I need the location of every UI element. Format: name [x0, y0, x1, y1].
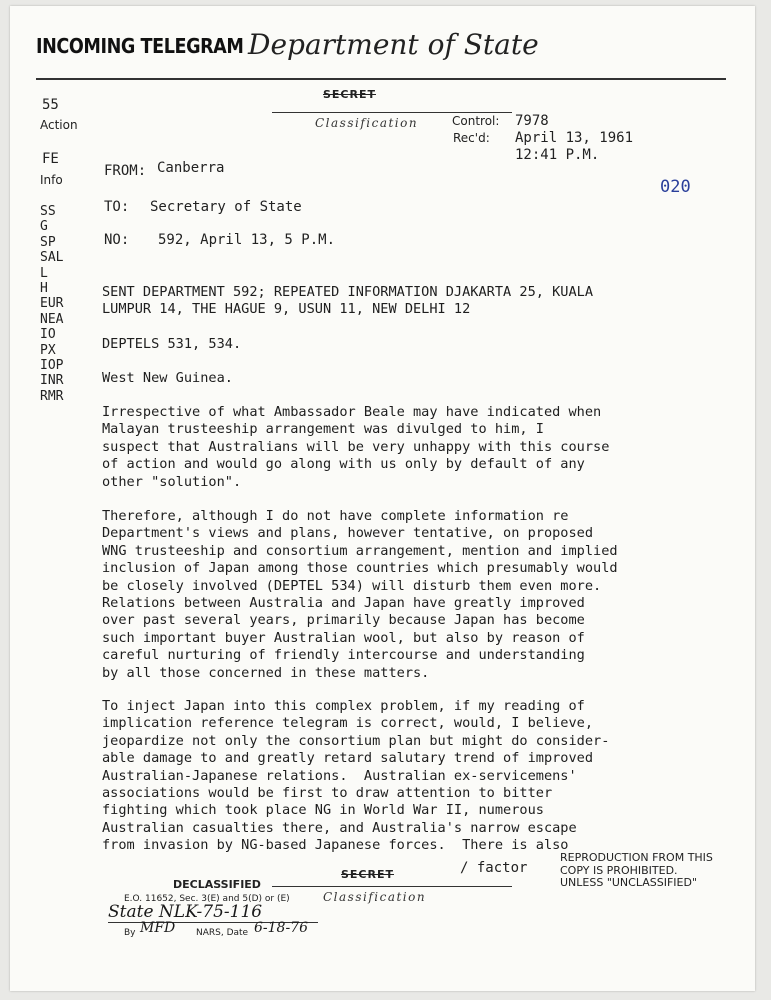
- body-line: from invasion by NG-based Japanese forces. There is also: [102, 837, 569, 854]
- body-line: To inject Japan into this complex problem, if my reading of: [102, 698, 585, 714]
- routing-code: G: [40, 219, 48, 235]
- classification-stamp-top: SECRET: [323, 88, 376, 101]
- received-label: Rec'd:: [453, 131, 490, 145]
- sent-line-block: [102, 284, 593, 319]
- body-line: suspect that Australians will be very unhappy with this course: [102, 438, 610, 455]
- routing-code: SAL: [40, 250, 64, 266]
- routing-code: SP: [40, 234, 56, 250]
- no-value: 592, April 13, 5 P.M.: [158, 232, 336, 248]
- action-number: 55: [42, 97, 59, 113]
- routing-code: NEA: [40, 311, 64, 327]
- paragraph-3: [102, 698, 609, 855]
- body-line: Therefore, although I do not have complete information re: [102, 508, 569, 524]
- routing-code: L: [40, 265, 48, 281]
- body-line: Australian-Japanese relations. Australian ex-servicemens': [102, 767, 577, 784]
- received-date: April 13, 1961: [515, 130, 634, 146]
- body-line: Relations between Australia and Japan have greatly improved: [102, 595, 585, 612]
- routing-codes: [40, 204, 63, 404]
- classification-stamp-bottom: SECRET: [341, 868, 394, 881]
- info-code: FE: [42, 151, 59, 167]
- declassified-by-value: MFD: [140, 920, 176, 936]
- classification-label-bottom: Classification: [323, 890, 427, 904]
- body-line: inclusion of Japan among those countries which presumably would: [102, 560, 618, 577]
- body-line: over past several years, primarily because Japan has become: [102, 612, 585, 629]
- declassification-authority: E.O. 11652, Sec. 3(E) and 5(D) or (E): [124, 894, 290, 904]
- nars-date-label: NARS, Date: [196, 928, 249, 938]
- received-time: 12:41 P.M.: [515, 147, 600, 163]
- telegram-page: [10, 6, 755, 991]
- subject-line: West New Guinea.: [102, 370, 233, 386]
- declassified-by-label: By: [124, 928, 136, 938]
- no-label: NO:: [104, 232, 130, 248]
- header-rule: [36, 78, 726, 80]
- body-line: WNG trusteeship and consortium arrangement, mention and implied: [102, 542, 618, 559]
- reproduction-notice: REPRODUCTION FROM THIS COPY IS PROHIBITED. UNLESS "UNCLASSIFIED": [560, 851, 713, 889]
- body-line: careful nurturing of friendly intercourse and understanding: [102, 647, 585, 664]
- body-line: able damage to and greatly retard salutary trend of improved: [102, 750, 594, 767]
- control-label: Control:: [452, 114, 500, 128]
- routing-code: INR: [40, 373, 64, 389]
- paragraph-2: [102, 508, 618, 682]
- body-line: of action and would go along with us only by default of any: [102, 456, 585, 473]
- body-line: fighting which took place NG in World War II, numerous: [102, 802, 544, 819]
- routing-code: RMR: [40, 388, 64, 404]
- action-label: Action: [40, 118, 78, 132]
- to-value: Secretary of State: [150, 199, 302, 215]
- routing-code: EUR: [40, 296, 64, 312]
- routing-code: H: [40, 281, 48, 297]
- continuation-word: / factor: [460, 860, 528, 876]
- serial-number: 020: [660, 177, 691, 197]
- routing-code: IO: [40, 327, 56, 343]
- body-line: by all those concerned in these matters.: [102, 664, 430, 681]
- classification-label-top: Classification: [315, 116, 419, 130]
- paragraph-1: [102, 404, 609, 491]
- from-value: Canberra: [157, 160, 225, 176]
- routing-code: IOP: [40, 358, 64, 374]
- classification-rule-bottom: [272, 886, 512, 887]
- body-line: Department's views and plans, however tentative, on proposed: [102, 525, 594, 542]
- classification-rule-top: [272, 112, 512, 113]
- body-line: Irrespective of what Ambassador Beale may have indicated when: [102, 404, 602, 420]
- body-line: associations would be first to draw attention to bitter: [102, 785, 553, 802]
- to-label: TO:: [104, 199, 130, 215]
- body-line: such important buyer Australian wool, but also by reason of: [102, 629, 585, 646]
- body-line: be closely involved (DEPTEL 534) will disturb them even more.: [102, 577, 602, 594]
- control-value: 7978: [515, 113, 549, 129]
- body-line: SENT DEPARTMENT 592; REPEATED INFORMATION DJAKARTA 25, KUALA: [102, 284, 594, 300]
- routing-code: SS: [40, 204, 56, 219]
- declassified-label: DECLASSIFIED: [173, 878, 261, 891]
- declassification-case-number: State NLK-75-116: [108, 902, 263, 922]
- body-line: jeopardize not only the consortium plan but might do consider-: [102, 732, 610, 749]
- deptels-line: DEPTELS 531, 534.: [102, 336, 242, 352]
- body-line: other "solution".: [102, 473, 242, 490]
- routing-code: PX: [40, 342, 56, 358]
- body-line: implication reference telegram is correct, would, I believe,: [102, 715, 594, 732]
- from-label: FROM:: [104, 163, 147, 179]
- body-line: LUMPUR 14, THE HAGUE 9, USUN 11, NEW DELHI 12: [102, 301, 471, 318]
- body-line: Australian casualties there, and Australia's narrow escape: [102, 819, 577, 836]
- incoming-telegram-heading: INCOMING TELEGRAM: [36, 34, 244, 58]
- department-of-state-heading: Department of State: [248, 28, 539, 61]
- body-line: Malayan trusteeship arrangement was divulged to him, I: [102, 421, 544, 438]
- declassification-date: 6-18-76: [254, 920, 308, 936]
- info-label: Info: [40, 173, 63, 187]
